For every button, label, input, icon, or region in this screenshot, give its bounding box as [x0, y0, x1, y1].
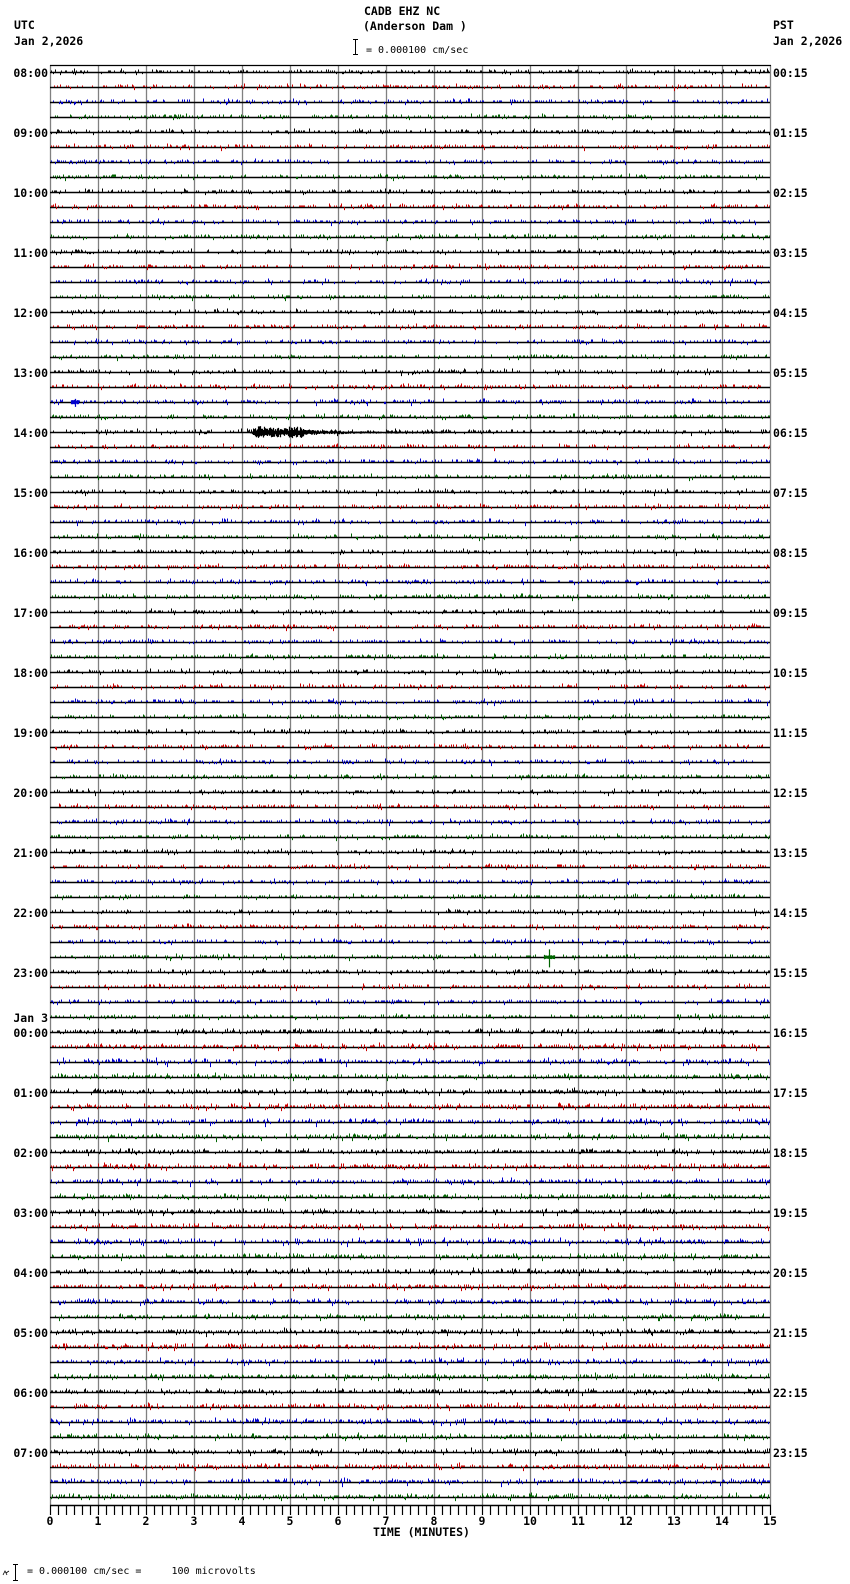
- trace-row: [50, 939, 770, 946]
- trace-row: [50, 1178, 770, 1188]
- trace-row: [50, 759, 770, 767]
- x-tick-label: 8: [430, 1514, 438, 1528]
- trace-row: [50, 609, 770, 616]
- trace-row: [50, 384, 770, 391]
- trace-row: [50, 774, 770, 781]
- x-tick-label: 11: [571, 1514, 585, 1528]
- station-title: CADB EHZ NC: [364, 4, 441, 18]
- trace-row: [50, 1163, 770, 1172]
- trace-row: [50, 1313, 770, 1322]
- trace-row: [50, 294, 770, 302]
- trace-rows: [50, 69, 770, 1502]
- utc-hour-label: 22:00: [13, 906, 48, 920]
- trace-row: [50, 1463, 770, 1472]
- pst-hour-label: 13:15: [773, 846, 808, 860]
- trace-row: [50, 1238, 770, 1248]
- trace-row: [50, 444, 770, 452]
- trace-row: [50, 1418, 770, 1427]
- event-waveform: [72, 399, 79, 407]
- pst-hour-label: 05:15: [773, 366, 808, 380]
- trace-row: [50, 1058, 770, 1068]
- x-tick-label: 4: [238, 1514, 246, 1528]
- utc-hour-label: 12:00: [13, 306, 48, 320]
- x-tick-label: 12: [619, 1514, 633, 1528]
- trace-row: [50, 654, 770, 661]
- pst-hour-label: 15:15: [773, 966, 808, 980]
- trace-row: [50, 1253, 770, 1262]
- trace-row: [50, 309, 770, 316]
- pst-hour-label: 06:15: [773, 426, 808, 440]
- trace-row: [50, 849, 770, 856]
- pst-hour-label: 19:15: [773, 1206, 808, 1220]
- utc-hour-label: 08:00: [13, 66, 48, 80]
- date-change-label: Jan 3: [13, 1011, 48, 1025]
- x-axis-title: TIME (MINUTES): [373, 1525, 470, 1539]
- x-tick-label: 9: [478, 1514, 486, 1528]
- trace-row: [50, 969, 770, 976]
- trace-row: [50, 1014, 770, 1021]
- trace-row: [50, 234, 770, 242]
- trace-row: [50, 1149, 770, 1157]
- utc-hour-label: 04:00: [13, 1266, 48, 1280]
- trace-row: [50, 474, 770, 482]
- trace-row: [50, 549, 770, 557]
- trace-row: [50, 144, 770, 152]
- utc-hour-label: 15:00: [13, 486, 48, 500]
- trace-row: [50, 804, 770, 811]
- trace-row: [50, 355, 770, 362]
- pst-hour-label: 03:15: [773, 246, 808, 260]
- trace-row: [50, 1403, 770, 1412]
- utc-hour-label: 20:00: [13, 786, 48, 800]
- trace-row: [50, 489, 770, 497]
- trace-row: [50, 1133, 770, 1143]
- trace-row: [50, 534, 770, 542]
- trace-row: [50, 1028, 770, 1037]
- pst-hour-label: 20:15: [773, 1266, 808, 1280]
- x-tick-label: 5: [286, 1514, 294, 1528]
- trace-row: [50, 459, 770, 466]
- utc-hour-label: 09:00: [13, 126, 48, 140]
- trace-row: [50, 1373, 770, 1382]
- trace-row: [50, 204, 770, 211]
- x-tick-label: 13: [667, 1514, 681, 1528]
- trace-row: [50, 1299, 770, 1307]
- pst-hour-label: 22:15: [773, 1386, 808, 1400]
- trace-row: [50, 1328, 770, 1338]
- utc-hour-label: 14:00: [13, 426, 48, 440]
- pst-hour-label: 12:15: [773, 786, 808, 800]
- trace-row: [50, 1268, 770, 1277]
- pst-hour-label: 16:15: [773, 1026, 808, 1040]
- trace-row: [50, 504, 770, 511]
- left-date: Jan 2,2026: [14, 34, 84, 48]
- pst-hour-label: 09:15: [773, 606, 808, 620]
- trace-row: [50, 1493, 770, 1502]
- trace-signal: [52, 159, 763, 166]
- trace-row: [50, 714, 770, 721]
- trace-row: [50, 669, 770, 676]
- trace-row: [50, 99, 770, 106]
- utc-hour-label: 05:00: [13, 1326, 48, 1340]
- trace-row: [50, 894, 770, 901]
- trace-signal: [53, 189, 769, 196]
- header-scale-label: = 0.000100 cm/sec: [366, 45, 469, 56]
- trace-signal: [53, 249, 769, 256]
- utc-hour-label: 00:00: [13, 1026, 48, 1040]
- utc-hour-label: 23:00: [13, 966, 48, 980]
- trace-row: [50, 1389, 770, 1397]
- x-tick-label: 6: [334, 1514, 342, 1528]
- trace-row: [50, 324, 770, 331]
- utc-hour-label: 02:00: [13, 1146, 48, 1160]
- utc-hour-label: 17:00: [13, 606, 48, 620]
- utc-hour-label: 07:00: [13, 1446, 48, 1460]
- event-waveform: [251, 426, 444, 438]
- utc-hour-label: 11:00: [13, 246, 48, 260]
- pst-hour-label: 21:15: [773, 1326, 808, 1340]
- trace-row: [50, 369, 770, 377]
- x-tick-label: 15: [763, 1514, 777, 1528]
- trace-row: [50, 1118, 770, 1128]
- trace-row: [50, 219, 770, 227]
- trace-row: [50, 279, 770, 287]
- trace-row: [50, 684, 770, 691]
- utc-hour-label: 13:00: [13, 366, 48, 380]
- trace-row: [50, 564, 770, 571]
- pst-hour-label: 18:15: [773, 1146, 808, 1160]
- event-waveform: [545, 949, 555, 967]
- trace-row: [50, 1223, 770, 1232]
- trace-row: [50, 744, 770, 751]
- utc-hour-label: 19:00: [13, 726, 48, 740]
- pst-hour-label: 07:15: [773, 486, 808, 500]
- trace-row: [50, 789, 770, 797]
- trace-row: [50, 1043, 770, 1052]
- trace-row: [50, 264, 770, 271]
- trace-row: [50, 189, 770, 196]
- pst-hour-label: 04:15: [773, 306, 808, 320]
- right-date: Jan 2,2026: [773, 34, 843, 48]
- trace-row: [50, 624, 770, 632]
- trace-row: [50, 519, 770, 527]
- x-tick-label: 1: [94, 1514, 102, 1528]
- trace-row: [50, 729, 770, 736]
- trace-row: [50, 639, 770, 646]
- trace-row: [50, 414, 770, 421]
- utc-hour-label: 06:00: [13, 1386, 48, 1400]
- utc-hour-label: 18:00: [13, 666, 48, 680]
- trace-row: [50, 1478, 770, 1488]
- trace-row: [50, 1433, 770, 1443]
- utc-hour-label: 10:00: [13, 186, 48, 200]
- trace-row: [50, 1208, 770, 1217]
- x-tick-label: 14: [715, 1514, 729, 1528]
- trace-row: [50, 1073, 770, 1082]
- utc-hour-label: 03:00: [13, 1206, 48, 1220]
- trace-row: [50, 699, 770, 707]
- trace-row: [50, 819, 770, 827]
- trace-row: [50, 579, 770, 587]
- utc-hour-label: 16:00: [13, 546, 48, 560]
- trace-row: [50, 1448, 770, 1457]
- pst-hour-label: 08:15: [773, 546, 808, 560]
- utc-hour-label: 01:00: [13, 1086, 48, 1100]
- trace-row: [50, 999, 770, 1006]
- trace-row: [50, 594, 770, 602]
- station-name: (Anderson Dam ): [363, 19, 467, 33]
- x-tick-label: 0: [46, 1514, 54, 1528]
- trace-row: [50, 129, 770, 136]
- right-timezone: PST: [773, 18, 794, 32]
- trace-row: [50, 1088, 770, 1097]
- pst-hour-label: 01:15: [773, 126, 808, 140]
- x-tick-label: 3: [190, 1514, 198, 1528]
- trace-row: [50, 84, 770, 92]
- pst-hour-label: 17:15: [773, 1086, 808, 1100]
- utc-hour-label: 21:00: [13, 846, 48, 860]
- trace-row: [50, 1283, 770, 1292]
- scale-marker-icon: [1, 1563, 23, 1583]
- pst-hour-label: 14:15: [773, 906, 808, 920]
- trace-signal: [52, 204, 770, 211]
- trace-row: [50, 339, 770, 346]
- x-tick-label: 2: [142, 1514, 150, 1528]
- trace-signal: [52, 129, 770, 136]
- trace-row: [50, 174, 770, 182]
- trace-signal: [53, 1343, 770, 1352]
- trace-row: [50, 1193, 770, 1202]
- trace-row: [50, 114, 770, 121]
- x-tick-label: 7: [382, 1514, 390, 1528]
- trace-row: [50, 879, 770, 886]
- pst-hour-label: 11:15: [773, 726, 808, 740]
- pst-hour-label: 02:15: [773, 186, 808, 200]
- trace-row: [50, 864, 770, 871]
- trace-row: [50, 924, 770, 931]
- trace-row: [50, 834, 770, 842]
- pst-hour-label: 23:15: [773, 1446, 808, 1460]
- trace-row: [50, 909, 770, 917]
- pst-hour-label: 00:15: [773, 66, 808, 80]
- trace-row: [50, 984, 770, 992]
- left-timezone: UTC: [14, 18, 35, 32]
- trace-row: [50, 1343, 770, 1352]
- trace-row: [50, 69, 770, 76]
- trace-row: [50, 159, 770, 166]
- trace-row: [50, 1103, 770, 1112]
- trace-row: [50, 1358, 770, 1367]
- trace-row: [50, 249, 770, 256]
- scale-bar-icon: [351, 38, 359, 56]
- pst-hour-label: 10:15: [773, 666, 808, 680]
- x-tick-label: 10: [523, 1514, 537, 1528]
- trace-row: [50, 954, 770, 962]
- footer-scale-text: = 0.000100 cm/sec = 100 microvolts: [27, 1566, 256, 1577]
- trace-row: [50, 399, 770, 407]
